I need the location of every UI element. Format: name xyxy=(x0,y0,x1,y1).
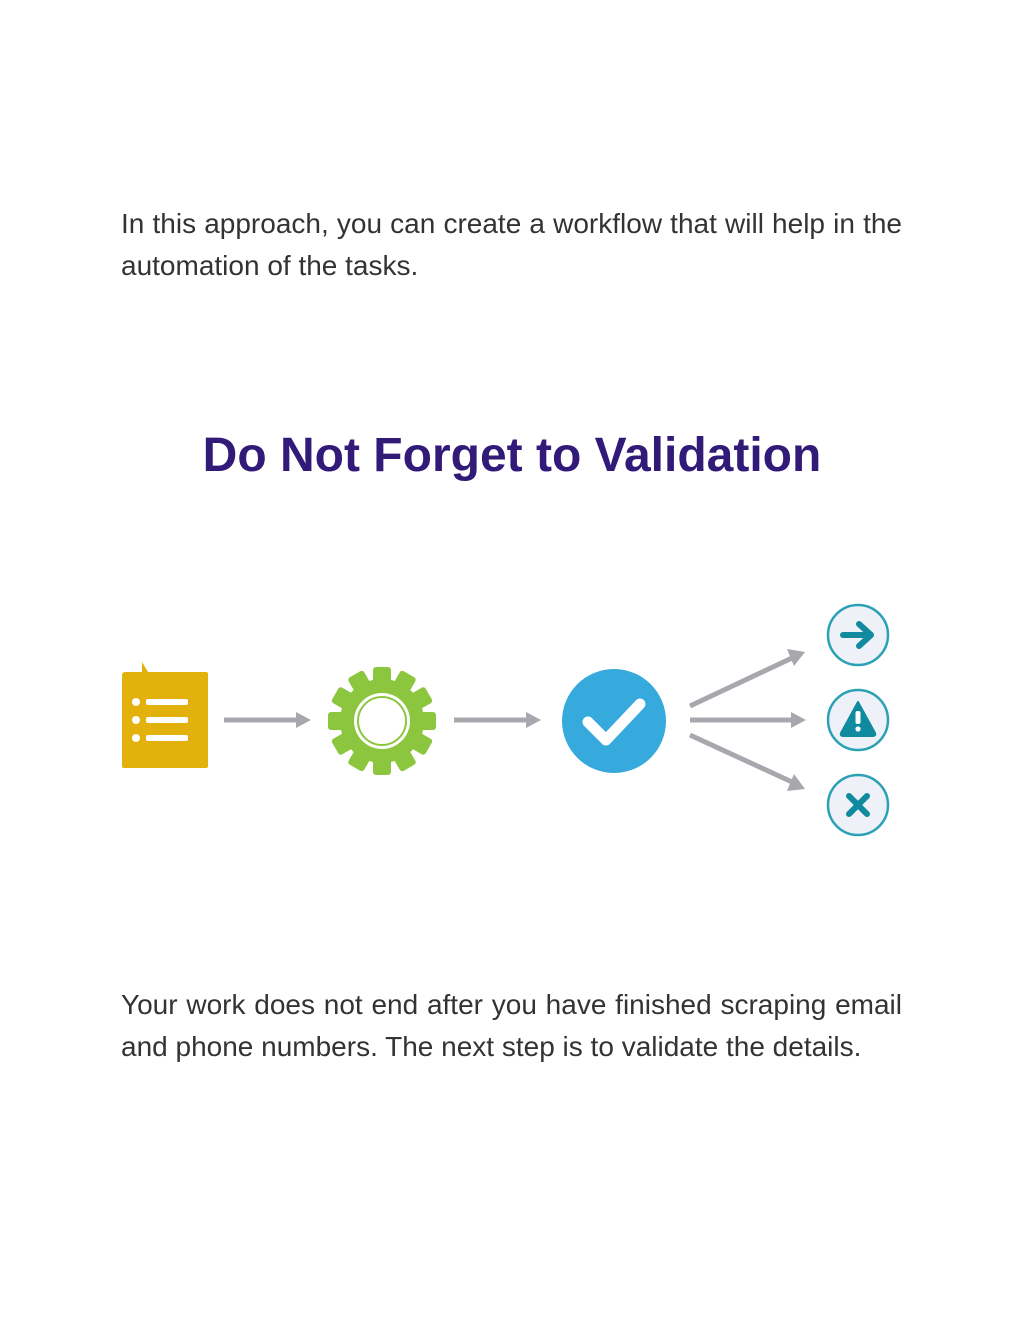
document-list-icon xyxy=(122,662,208,768)
validation-workflow-diagram xyxy=(110,598,910,848)
branch-arrow-bottom xyxy=(690,735,805,791)
checkmark-icon xyxy=(562,669,666,773)
intro-paragraph: In this approach, you can create a workflow that will help in the automation of the tasks. xyxy=(121,208,902,281)
outro-paragraph: Your work does not end after you have finished scraping email and phone numbers. The next step is to validate the details. xyxy=(121,989,902,1062)
flow-arrow-1 xyxy=(224,712,311,728)
section-heading: Do Not Forget to Validation xyxy=(202,429,822,482)
branch-arrow-middle xyxy=(690,712,806,728)
close-icon xyxy=(828,775,888,835)
arrow-right-icon xyxy=(828,605,888,665)
branch-arrow-top xyxy=(690,649,805,706)
warning-icon xyxy=(828,690,888,750)
flow-arrow-2 xyxy=(454,712,541,728)
gear-icon xyxy=(328,667,436,775)
